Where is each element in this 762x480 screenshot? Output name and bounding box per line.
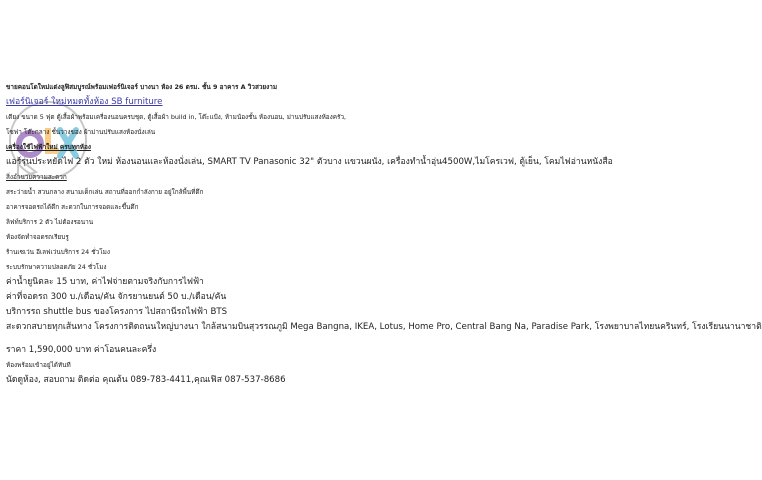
appliances-list: แอร์รุ่นประหยัดไฟ 2 ตัว ใหม่ ห้องนอนและห้องนั่งเล่น, SMART TV Panasonic 32" ตัวบาง แขวนผนัง, เครื่องทำน้ำอุ่น4500W,ไมโครเวฟ, ตู้เย็น, โคมไฟอ่านหนังสือ [6,157,613,167]
furniture-bedroom: เตียง ขนาด 5 ฟุต ตู้เสื้อผ้าพร้อมเครื่องนอนครบชุด, ตู้เสื้อผ้า build in, โต๊ะแป้ง, ห้ามน้องชั้น ห้องนอน, ม่านปรับแสงห้องครัว, [6,113,347,121]
facility-pool: สระว่ายน้ำ สวนกลาง สนามเด็กเล่น สถานที่ออกกำลังกาย อยู่ใกล้พื้นที่ตึก [6,188,204,196]
facility-711: ร้านเซเว่น อีเลฟเว่นบริการ 24 ชั่วโมง [6,248,110,256]
contact-info: นัดดูห้อง, สอบถาม ติดต่อ คุณต้น 089-783-4411,คุณเฟิส 087-537-8686 [6,375,286,385]
parking-fee: ค่าที่จอดรถ 300 บ./เดือน/คัน จักรยานยนต์ 50 บ./เดือน/คัน [6,292,227,302]
listing-description [6,80,762,388]
facilities-heading: สิ่งอำนวยความสะดวก [6,173,67,181]
furniture-living: โซฟา โต๊ะกลาง ชั้นวางของ ผ้าม่านปรับแสงห้องนั่งเล่น [6,128,156,136]
shuttle-bus: บริการรถ shuttle bus ของโครงการ ไปสถานีรถไฟฟ้า BTS [6,307,228,317]
facility-room: ห้องจัดทำจอดรถเรียบรู [6,233,69,241]
furniture-link[interactable]: เฟอร์นิเจอร์ ใหม่หมดทั้งห้อง SB furniture [6,97,163,107]
price: ราคา 1,590,000 บาท ค่าโอนคนละครึ่ง [6,345,157,355]
nearby-places: สะดวกสบายทุกเส้นทาง โครงการติดถนนใหญ่บางนา ใกล้สนามบินสุวรรณภูมิ Mega Bangna, IKEA, Lotus, Home Pro, Central Bang Na, Paradise Park, โรงพยาบาลไทยนครินทร์, โรงเรียนนานาชาติ [6,322,762,332]
facility-parking: อาคารจอดรถได้ตึก สะดวกในการจอดและขึ้นตึก [6,203,139,211]
utility-rate: ค่าน้ำยูนิตละ 15 บาท, ค่าไฟจ่ายตามจริงกับการไฟฟ้า [6,277,204,287]
move-in-ready: ห้องพร้อมเข้าอยู่ได้ทันที [6,361,71,369]
listing-title: ขายคอนโดใหม่แต่งลูฟิสมบูรณ์พร้อมเฟอร์นิเจอร์ บางนา ห้อง 26 ตรม. ชั้น 9 อาคาร A วิวสวยงาม [6,83,278,91]
facility-lift: ลิฟท์บริการ 2 ตัว ไม่ต้องรอนาน [6,218,94,226]
facility-security: ระบบรักษาความปลอดภัย 24 ชั่วโมง [6,263,107,271]
appliances-heading: เครื่องใช้ไฟฟ้าใหม่ ครบทุกห้อง [6,143,91,151]
